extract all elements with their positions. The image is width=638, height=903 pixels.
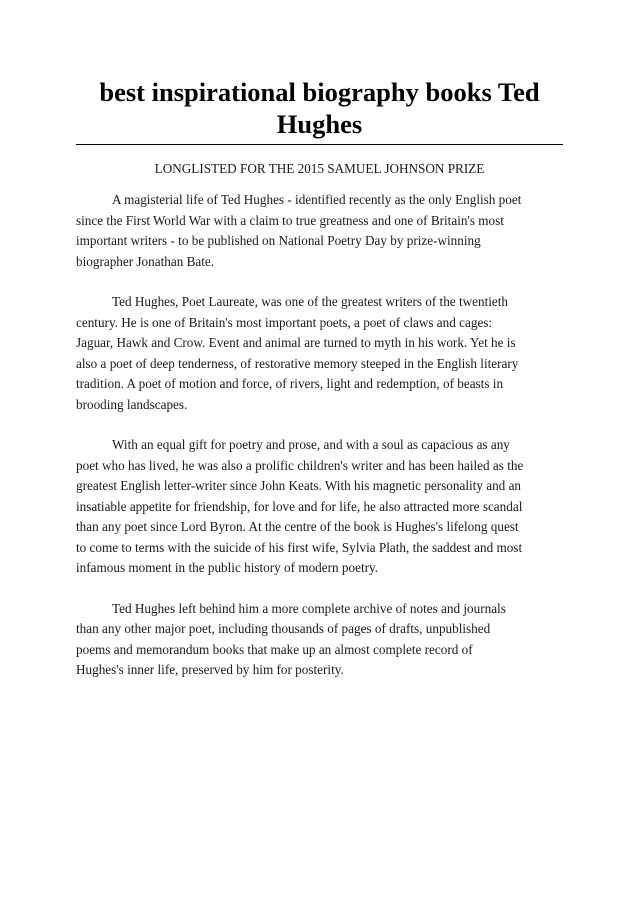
paragraph-line: insatiable appetite for friendship, for love and for life, he also attracted more scandal [76,498,523,514]
paragraph-line: than any other major poet, including thousands of pages of drafts, unpublished [76,621,491,636]
paragraph-line: Jaguar, Hawk and Crow. Event and animal are turned to myth in his work. Yet he is [76,335,516,350]
paragraph-4 [76,599,563,681]
document-title: best inspirational biography books Ted Hughes [99,77,540,139]
paragraph-line: With an equal gift for poetry and prose, and with a soul as capacious as any [112,437,510,452]
paragraph-line: poems and memorandum books that make up an almost complete record of [76,641,473,657]
paragraph-line: tradition. A poet of motion and force, of rivers, light and redemption, of beasts in [76,376,504,391]
paragraph-line: to come to terms with the suicide of his first wife, Sylvia Plath, the saddest and most [76,539,523,555]
paragraph-line: century. He is one of Britain's most important poets, a poet of claws and cages: [76,314,493,330]
paragraph-line: A magisterial life of Ted Hughes - identified recently as the only English poet [112,192,522,207]
document-body [76,190,563,701]
paragraph-1 [76,190,563,272]
paragraph-line: than any poet since Lord Byron. At the centre of the book is Hughes's lifelong quest [76,519,519,534]
paragraph-line: Ted Hughes left behind him a more complete archive of notes and journals [112,600,506,616]
paragraph-line: greatest English letter-writer since John Keats. With his magnetic personality and an [76,478,522,493]
paragraph-line: Ted Hughes, Poet Laureate, was one of the greatest writers of the twentieth [112,294,509,309]
paragraph-line: infamous moment in the public history of modern poetry. [76,560,379,575]
paragraph-line: biographer Jonathan Bate. [76,253,215,269]
paragraph-line: also a poet of deep tenderness, of restorative memory steeped in the English literary [76,355,519,371]
paragraph-3 [76,435,563,579]
paragraph-line: important writers - to be published on National Poetry Day by prize-winning [76,233,481,248]
paragraph-line: since the First World War with a claim to true greatness and one of Britain's most [76,212,504,228]
document-subtitle: LONGLISTED FOR THE 2015 SAMUEL JOHNSON PRIZE [154,161,485,176]
paragraph-line: poet who has lived, he was also a prolific children's writer and has been hailed as the [76,457,524,473]
paragraph-line: brooding landscapes. [76,396,188,412]
paragraph-line: Hughes's inner life, preserved by him for posterity. [76,662,344,677]
title-divider [76,144,563,145]
paragraph-2 [76,292,563,415]
